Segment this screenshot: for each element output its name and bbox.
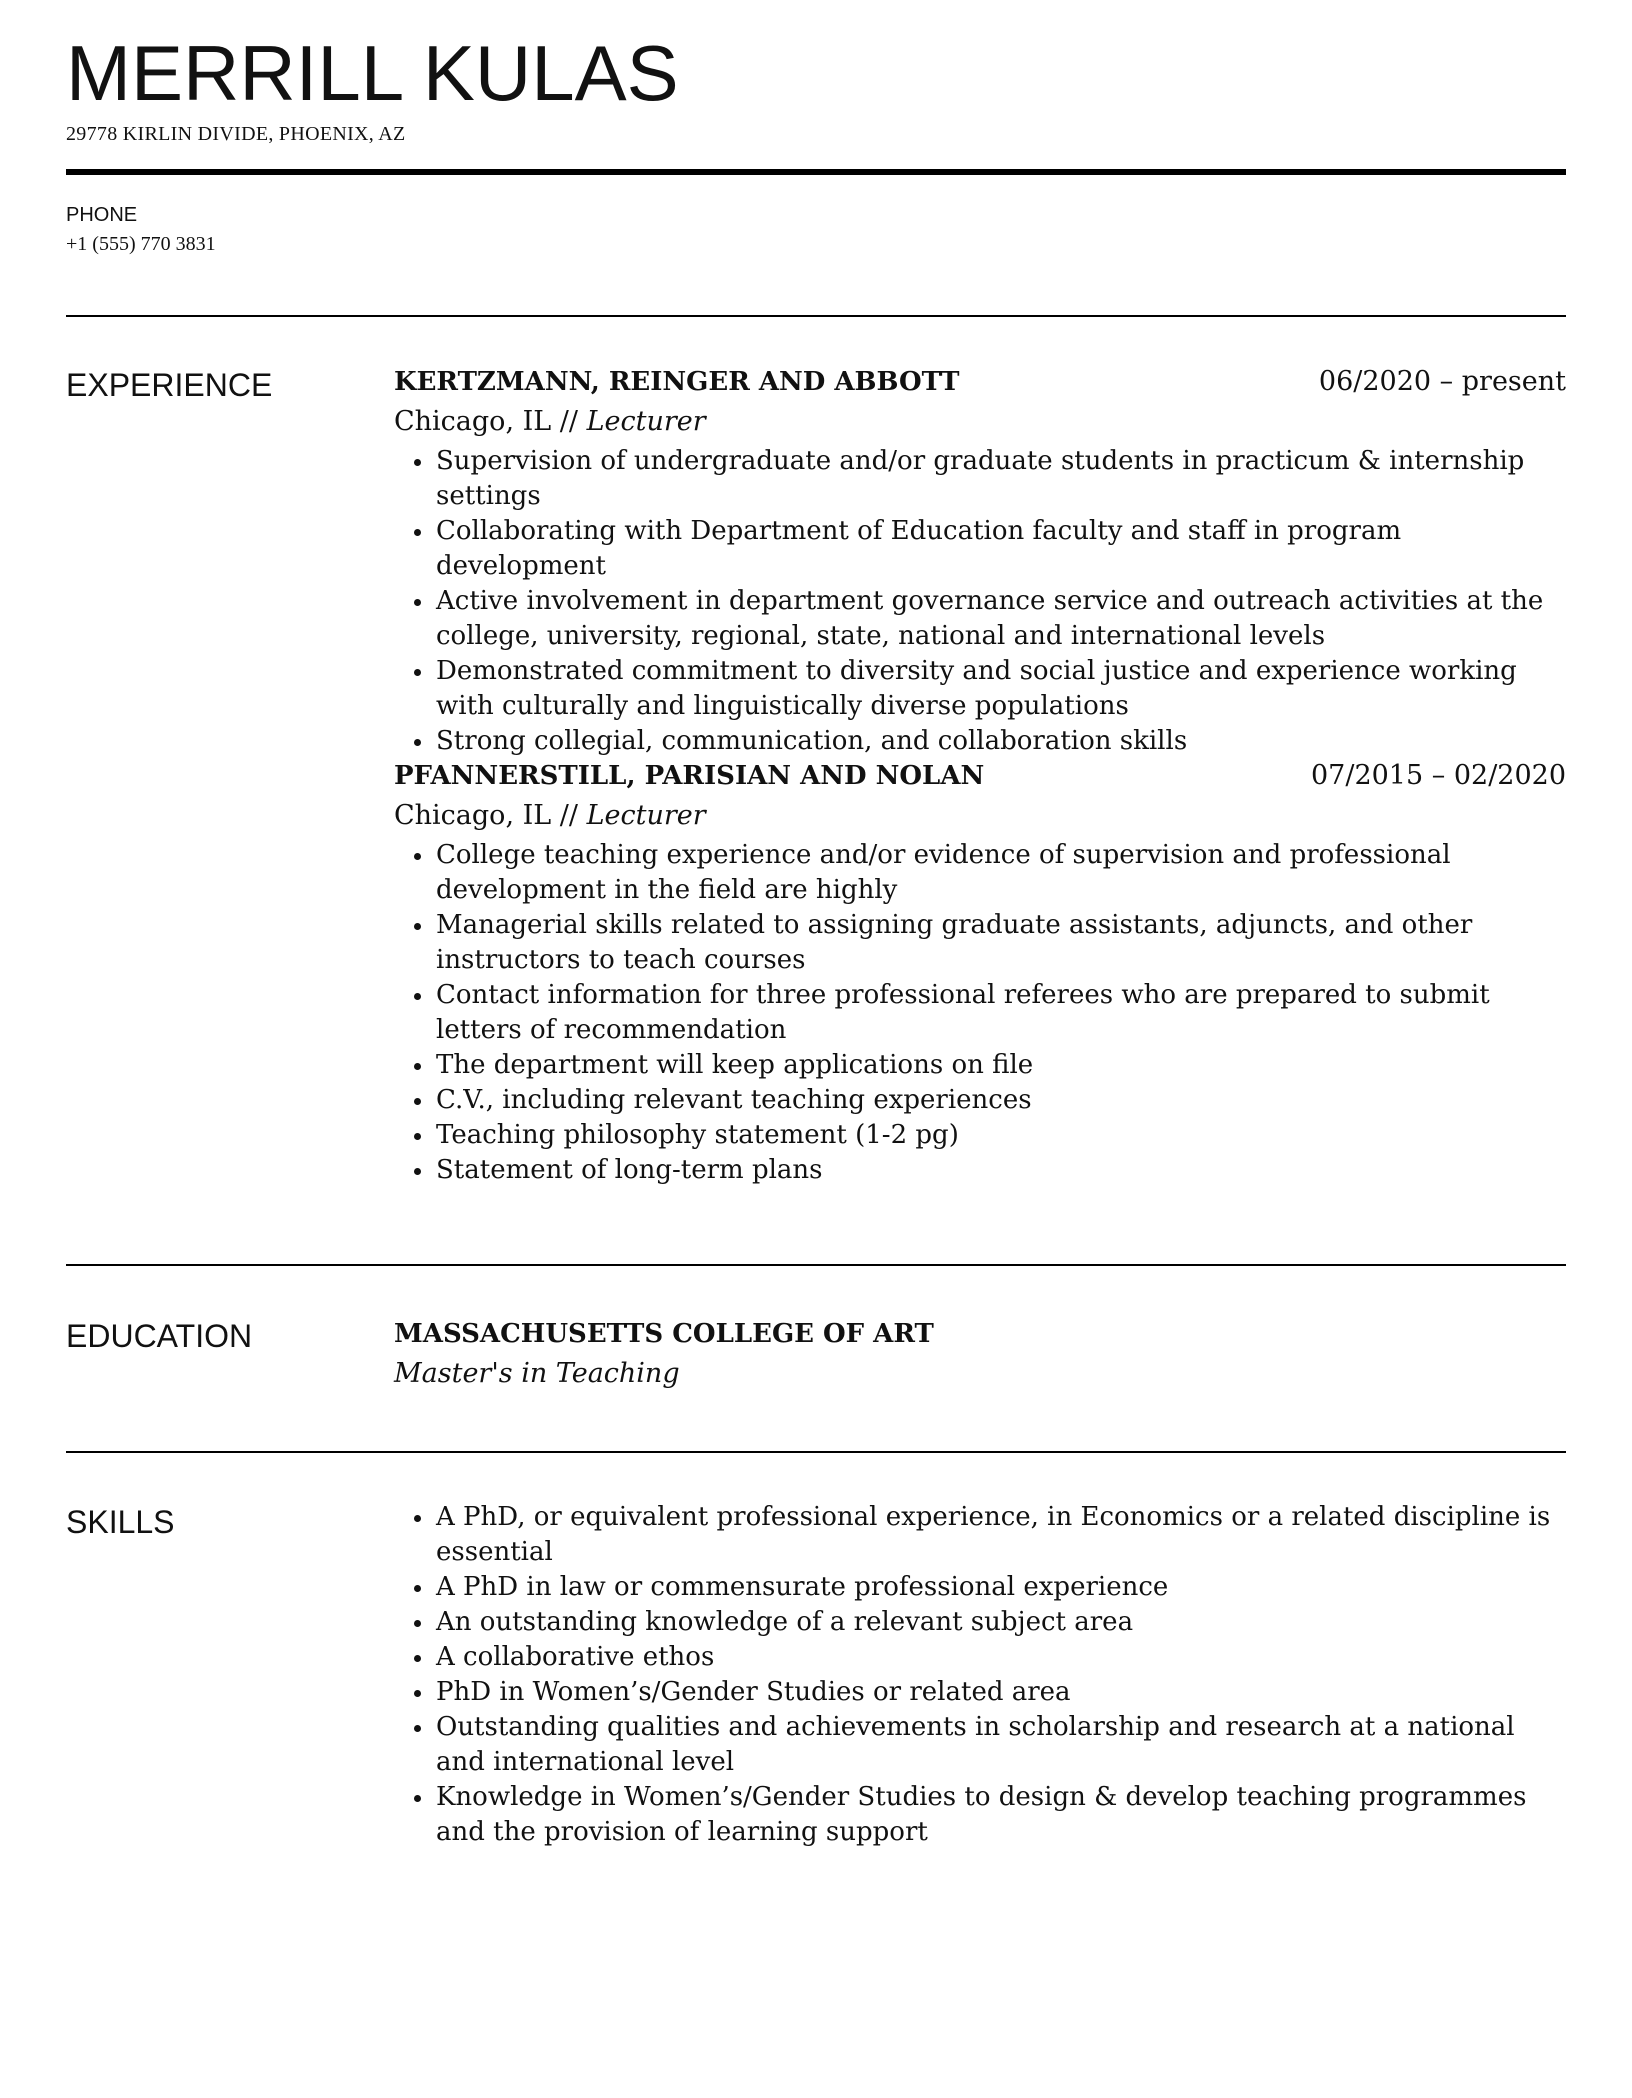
job-company: KERTZMANN, REINGER AND ABBOTT xyxy=(394,367,960,397)
degree: Master's in Teaching xyxy=(394,1358,680,1389)
separator: // xyxy=(559,406,578,437)
job-entry xyxy=(394,758,1566,1188)
education-heading: EDUCATION xyxy=(66,1318,253,1354)
list-item: College teaching experience and/or evidence of supervision and professional development in the field are highly xyxy=(394,838,1566,908)
list-item: The department will keep applications on file xyxy=(394,1048,1566,1083)
list-item: A collaborative ethos xyxy=(394,1640,1566,1675)
list-item: An outstanding knowledge of a relevant subject area xyxy=(394,1605,1566,1640)
list-item: C.V., including relevant teaching experiences xyxy=(394,1083,1566,1118)
skills-list xyxy=(394,1500,1566,1850)
list-item: PhD in Women’s/Gender Studies or related area xyxy=(394,1675,1566,1710)
job-dates: 07/2015 – 02/2020 xyxy=(1311,760,1566,791)
education-entry xyxy=(394,1316,1566,1394)
job-location-role xyxy=(394,796,1566,836)
candidate-name: MERRILL KULAS xyxy=(66,29,679,117)
job-location: Chicago, IL xyxy=(394,800,552,831)
contact-divider xyxy=(66,315,1566,317)
job-company: PFANNERSTILL, PARISIAN AND NOLAN xyxy=(394,761,985,791)
school-name: MASSACHUSETTS COLLEGE OF ART xyxy=(394,1319,934,1349)
list-item: Active involvement in department governance service and outreach activities at the college, university, regional, state, national and international levels xyxy=(394,584,1566,654)
phone-value: +1 (555) 770 3831 xyxy=(66,233,216,255)
list-item: Contact information for three professional referees who are prepared to submit letters of recommendation xyxy=(394,978,1566,1048)
education-divider xyxy=(66,1451,1566,1453)
list-item: Managerial skills related to assigning graduate assistants, adjuncts, and other instructors to teach courses xyxy=(394,908,1566,978)
list-item: Supervision of undergraduate and/or graduate students in practicum & internship settings xyxy=(394,444,1566,514)
list-item: Collaborating with Department of Education faculty and staff in program development xyxy=(394,514,1566,584)
candidate-address: 29778 KIRLIN DIVIDE, PHOENIX, AZ xyxy=(66,123,406,145)
job-location: Chicago, IL xyxy=(394,406,552,437)
separator: // xyxy=(559,800,578,831)
list-item: A PhD, or equivalent professional experience, in Economics or a related discipline is essential xyxy=(394,1500,1566,1570)
phone-label: PHONE xyxy=(66,204,138,226)
experience-divider xyxy=(66,1264,1566,1266)
job-role: Lecturer xyxy=(586,800,706,831)
list-item: Strong collegial, communication, and collaboration skills xyxy=(394,724,1566,759)
list-item: Demonstrated commitment to diversity and social justice and experience working with culturally and linguistically diverse populations xyxy=(394,654,1566,724)
job-bullets xyxy=(394,444,1566,759)
list-item: Knowledge in Women’s/Gender Studies to design & develop teaching programmes and the provision of learning support xyxy=(394,1780,1566,1850)
experience-heading: EXPERIENCE xyxy=(66,367,273,403)
skills-heading: SKILLS xyxy=(66,1504,175,1540)
list-item: Statement of long-term plans xyxy=(394,1153,1566,1188)
job-entry xyxy=(394,364,1566,759)
list-item: Outstanding qualities and achievements in scholarship and research at a national and international level xyxy=(394,1710,1566,1780)
list-item: Teaching philosophy statement (1-2 pg) xyxy=(394,1118,1566,1153)
job-dates: 06/2020 – present xyxy=(1318,366,1566,397)
header-divider xyxy=(66,169,1566,175)
job-role: Lecturer xyxy=(586,406,706,437)
list-item: A PhD in law or commensurate professional experience xyxy=(394,1570,1566,1605)
skills-entry xyxy=(394,1500,1566,1850)
job-location-role xyxy=(394,402,1566,442)
job-bullets xyxy=(394,838,1566,1188)
